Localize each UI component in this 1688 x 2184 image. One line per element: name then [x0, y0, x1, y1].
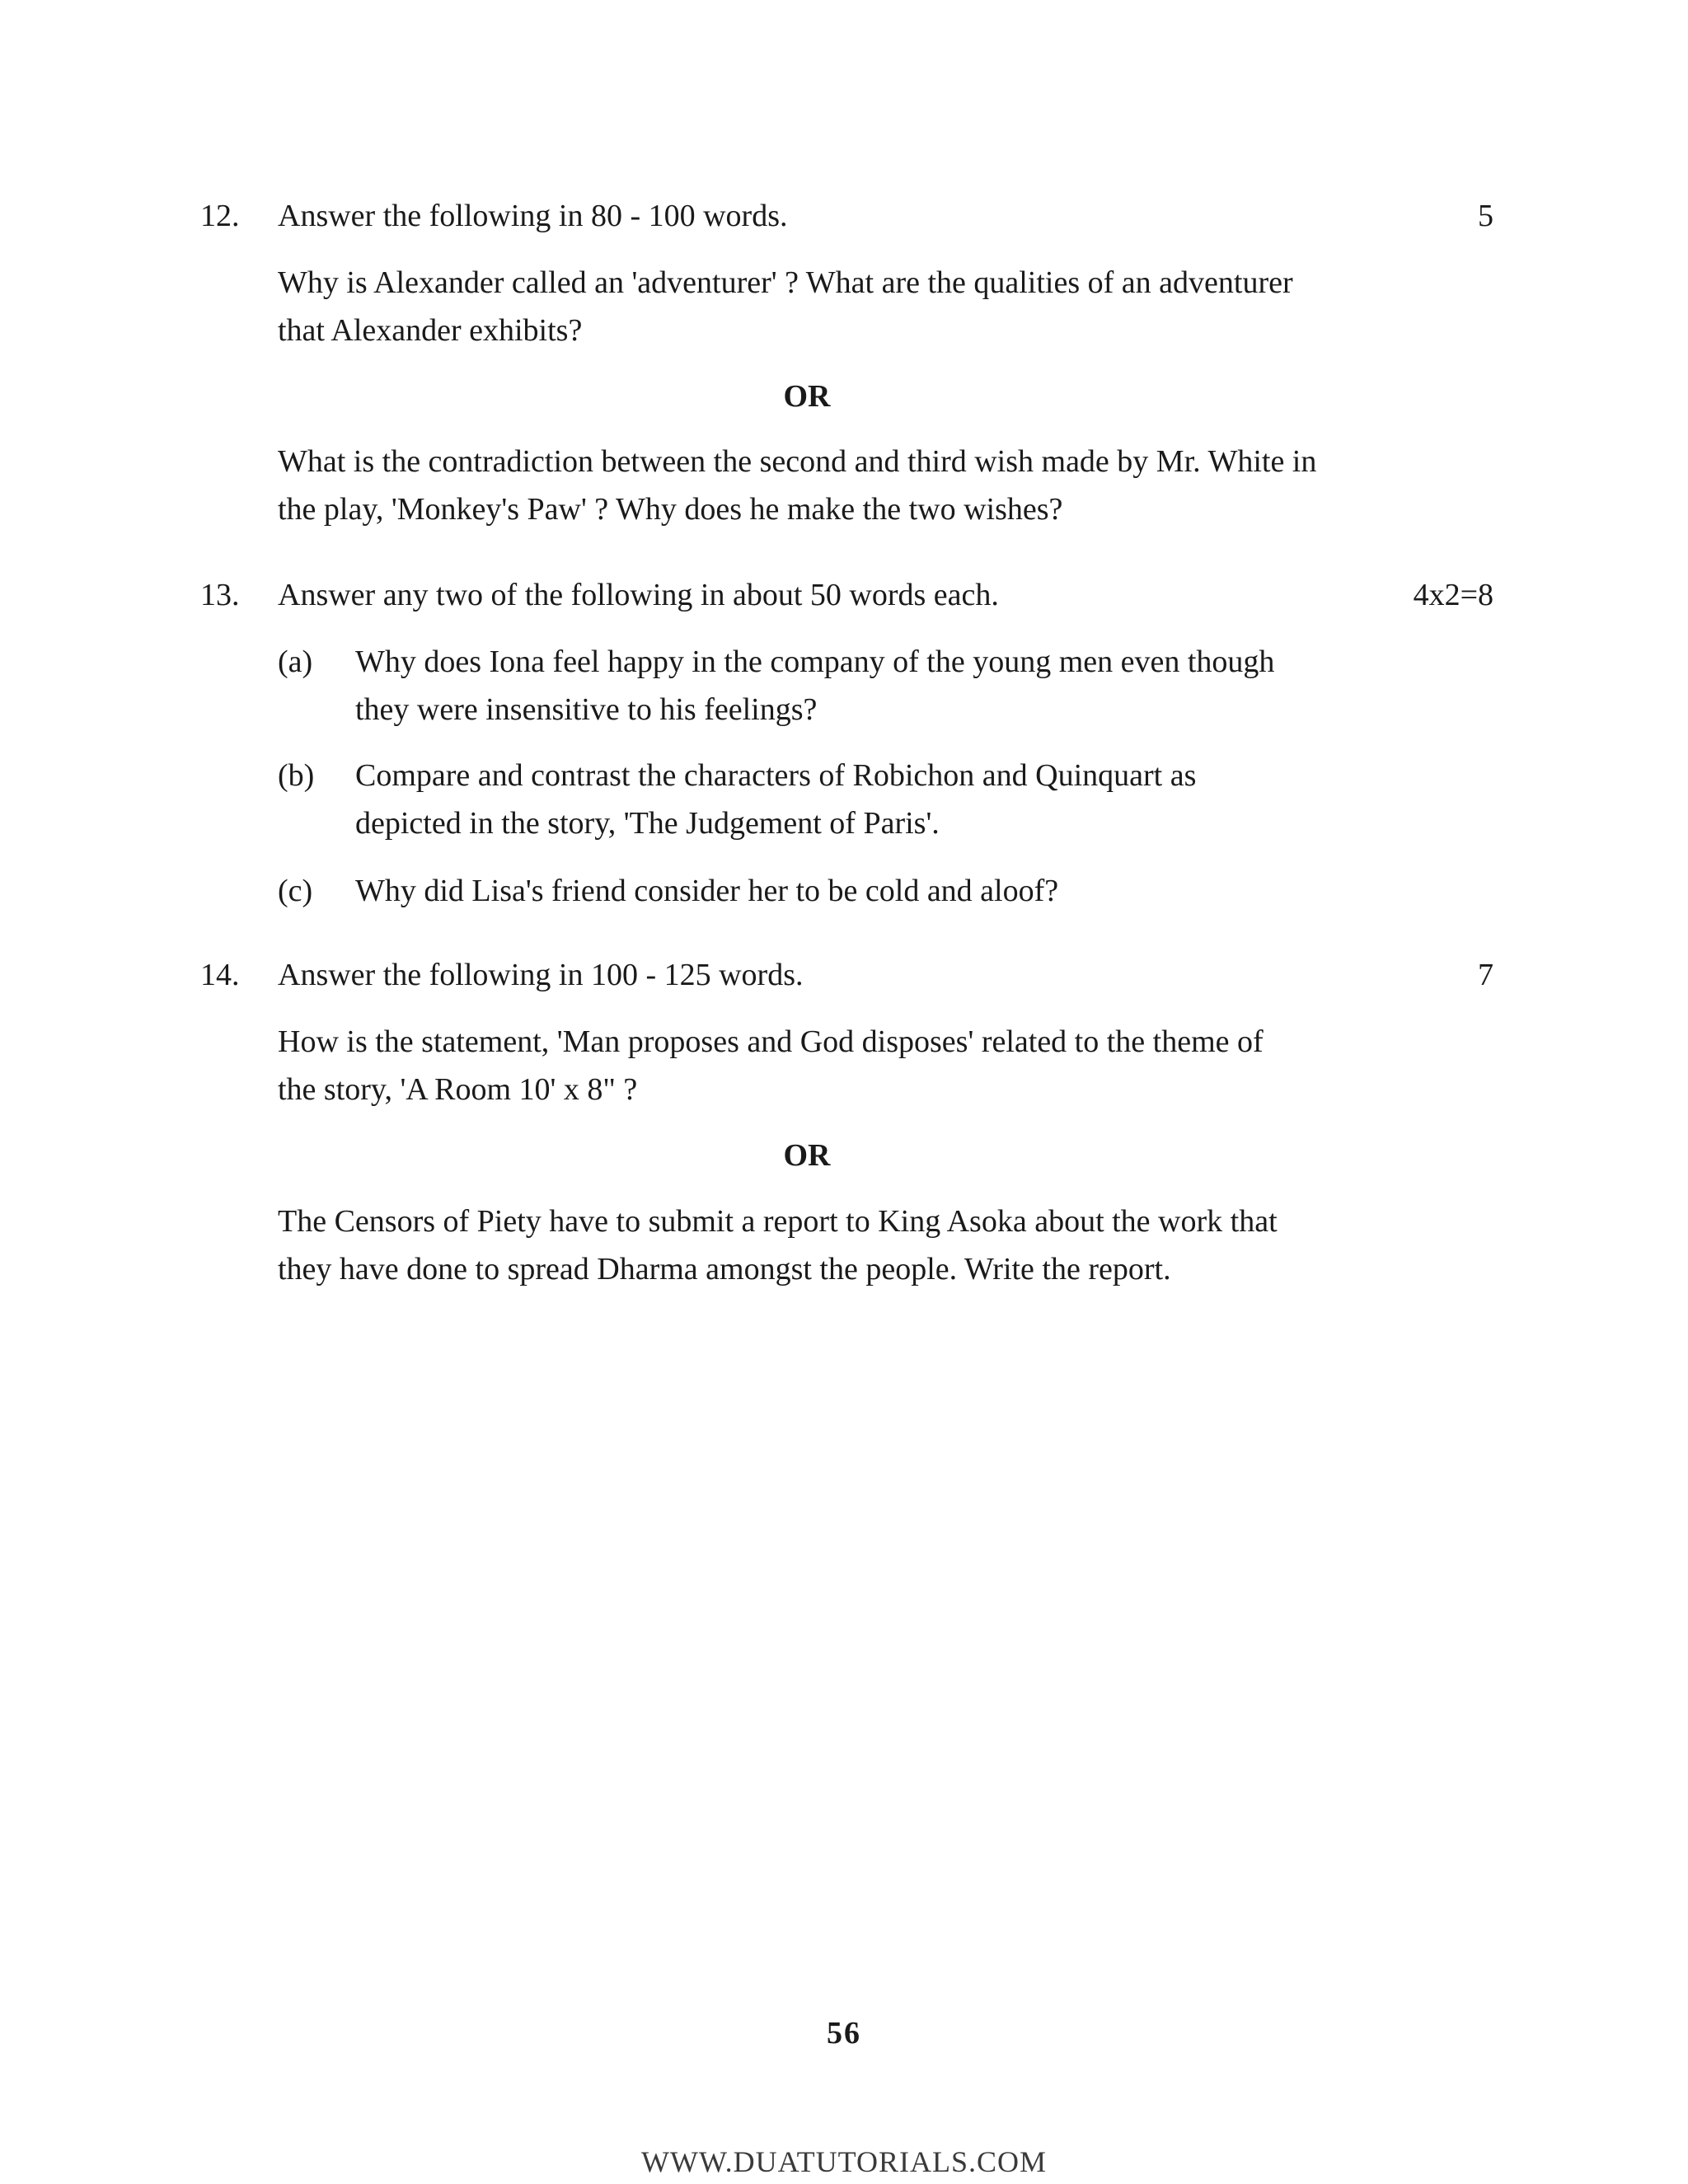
footer-website: WWW.DUATUTORIALS.COM — [641, 2145, 1047, 2178]
part-text-line: Why does Iona feel happy in the company of the young men even though — [355, 644, 1275, 679]
part-text-line: they were insensitive to his feelings? — [355, 692, 818, 727]
part-label: (a) — [278, 644, 313, 679]
question-instruction: Answer the following in 80 - 100 words. — [278, 199, 788, 233]
question-marks: 7 — [1478, 958, 1493, 992]
alternative-prompt-line: The Censors of Piety have to submit a report to King Asoka about the work that — [278, 1204, 1278, 1239]
question-number: 12. — [200, 199, 240, 233]
part-text-line: Why did Lisa's friend consider her to be cold and aloof? — [355, 874, 1059, 908]
question-number: 13. — [200, 578, 240, 612]
part-text-line: depicted in the story, 'The Judgement of Paris'. — [355, 806, 940, 841]
part-label: (c) — [278, 874, 313, 908]
question-instruction: Answer the following in 100 - 125 words. — [278, 958, 804, 992]
or-separator: OR — [783, 379, 831, 414]
page-number: 56 — [827, 2016, 861, 2050]
question-number: 14. — [200, 958, 240, 992]
question-marks: 5 — [1478, 199, 1493, 233]
alternative-prompt-line: the play, 'Monkey's Paw' ? Why does he make the two wishes? — [278, 492, 1063, 527]
question-marks: 4x2=8 — [1413, 578, 1493, 612]
or-separator: OR — [783, 1138, 831, 1173]
alternative-prompt-line: they have done to spread Dharma amongst the people. Write the report. — [278, 1252, 1171, 1286]
question-instruction: Answer any two of the following in about 50 words each. — [278, 578, 999, 612]
part-label: (b) — [278, 758, 315, 793]
alternative-prompt-line: What is the contradiction between the second and third wish made by Mr. White in — [278, 444, 1317, 479]
question-prompt-line: How is the statement, 'Man proposes and God disposes' related to the theme of — [278, 1024, 1264, 1059]
question-prompt-line: that Alexander exhibits? — [278, 313, 583, 348]
question-prompt-line: the story, 'A Room 10' x 8" ? — [278, 1072, 638, 1107]
part-text-line: Compare and contrast the characters of Robichon and Quinquart as — [355, 758, 1197, 793]
question-prompt-line: Why is Alexander called an 'adventurer' ? What are the qualities of an adventurer — [278, 265, 1293, 300]
